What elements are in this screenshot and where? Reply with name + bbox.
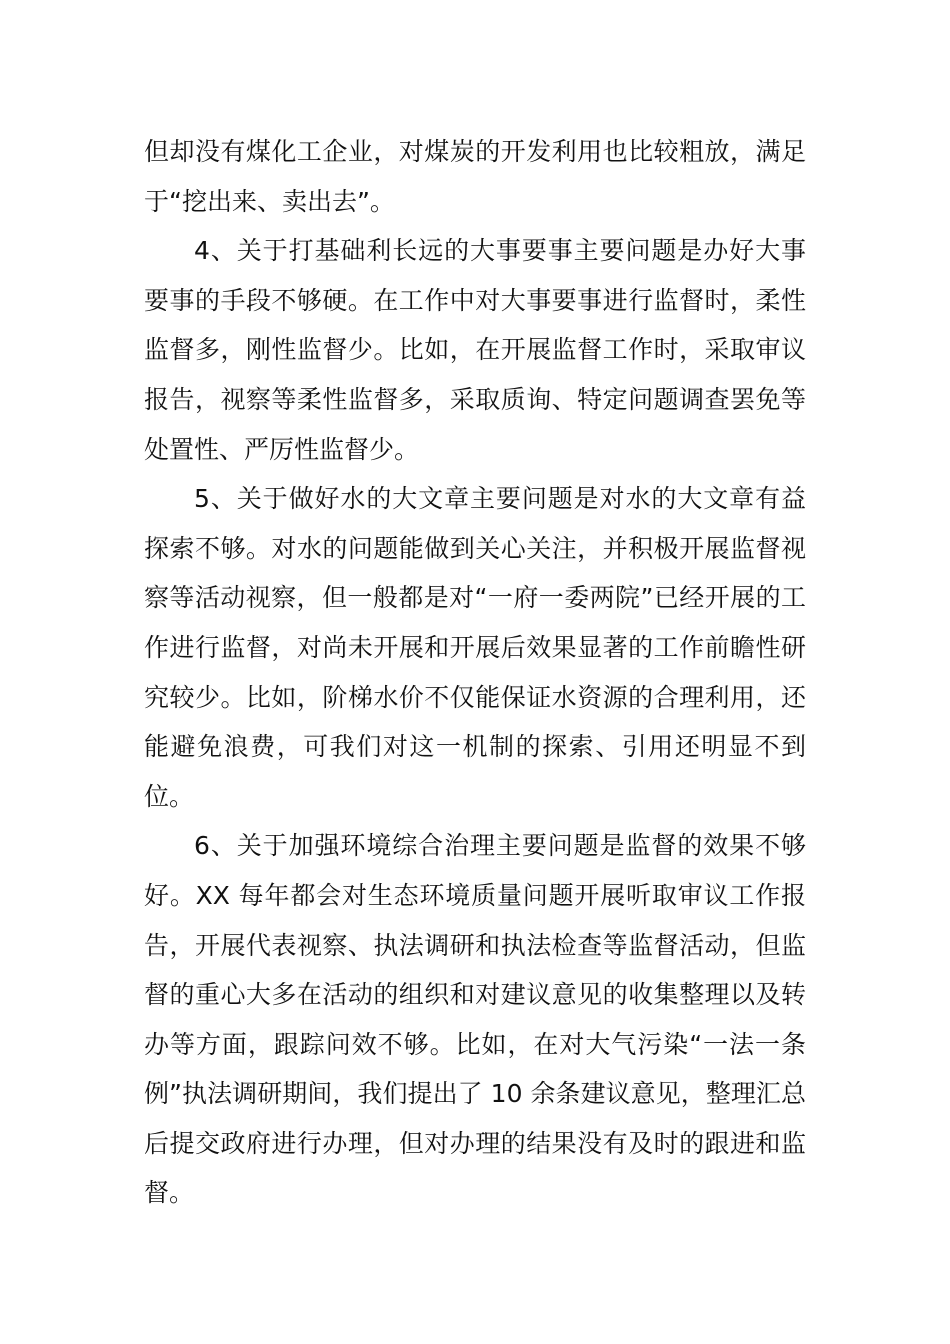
paragraph-item-4: 4、关于打基础利长远的大事要事主要问题是办好大事要事的手段不够硬。在工作中对大事要事进行监督时，柔性监督多，刚性监督少。比如，在开展监督工作时，采取审议报告，视察等柔性监督多，采取质询、特定问题调查罢免等处置性、严厉性监督少。	[144, 236, 806, 464]
document-body	[144, 127, 806, 1218]
paragraph-item-6: 6、关于加强环境综合治理主要问题是监督的效果不够好。XX 每年都会对生态环境质量问题开展听取审议工作报告，开展代表视察、执法调研和执法检查等监督活动，但监督的重心大多在活动的组织和对建议意见的收集整理以及转办等方面，跟踪问效不够。比如，在对大气污染“一法一条例”执法调研期间，我们提出了 10 余条建议意见，整理汇总后提交政府进行办理，但对办理的结果没有及时的跟进和监督。	[144, 831, 806, 1208]
paragraph-item-5: 5、关于做好水的大文章主要问题是对水的大文章有益探索不够。对水的问题能做到关心关注，并积极开展监督视察等活动视察，但一般都是对“一府一委两院”已经开展的工作进行监督，对尚未开展和开展后效果显著的工作前瞻性研究较少。比如，阶梯水价不仅能保证水资源的合理利用，还能避免浪费，可我们对这一机制的探索、引用还明显不到位。	[144, 484, 806, 811]
paragraph-continuation: 但却没有煤化工企业，对煤炭的开发利用也比较粗放，满足于“挖出来、卖出去”。	[144, 137, 806, 216]
